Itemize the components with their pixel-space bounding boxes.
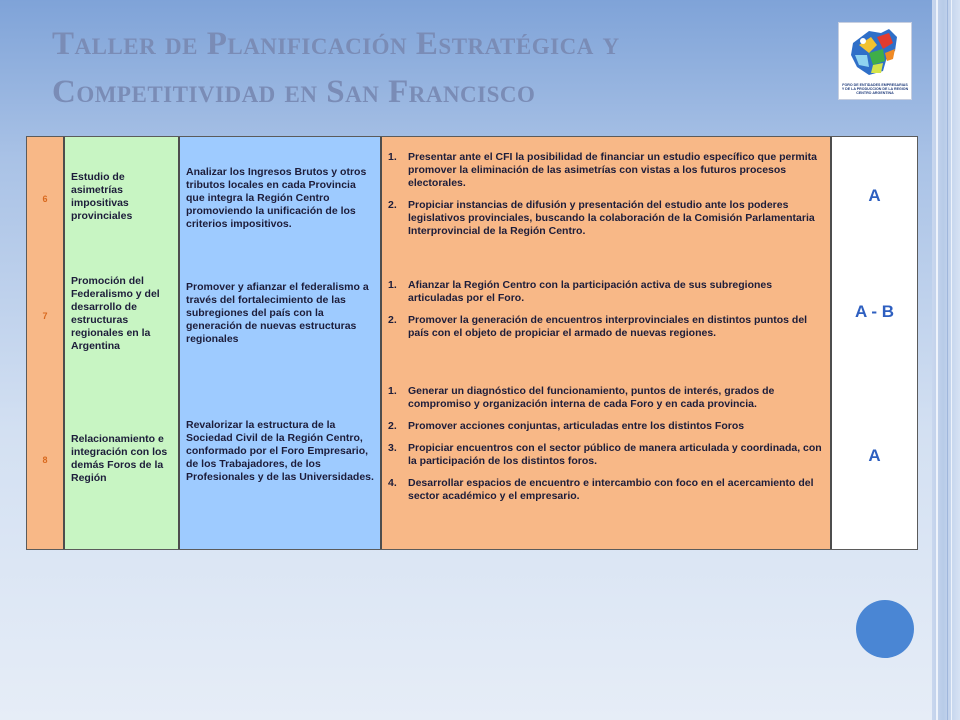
- action-text: Afianzar la Región Centro con la participación activa de sus subregiones articuladas por el Foro.: [408, 279, 773, 304]
- action-text: Promover acciones conjuntas, articuladas entre los distintos Foros: [408, 420, 745, 432]
- action-number: 2.: [388, 420, 397, 432]
- action-number: 1.: [388, 385, 397, 397]
- foro-logo: [838, 22, 912, 100]
- action-number: 4.: [388, 477, 397, 489]
- action-item: [388, 477, 822, 503]
- slide-title-line-2: Competitividad en San Francisco: [52, 74, 536, 110]
- topic-cell: [65, 137, 180, 261]
- action-text: Presentar ante el CFI la posibilidad de financiar un estudio específico que permita promover la eliminación de las asimetrías con vistas a los futuros procesos electorales.: [408, 151, 818, 189]
- objective-text: Analizar los Ingresos Brutos y otros tributos locales en cada Provincia que integra la Región Centro promoviendo la unificación de los criterios impositivos.: [186, 166, 367, 230]
- action-number: 1.: [388, 279, 397, 291]
- action-text: Generar un diagnóstico del funcionamiento, puntos de interés, grados de compromiso y organización interna de cada Foro y en cada provincia.: [408, 385, 775, 410]
- table-row: [27, 261, 917, 373]
- objective-cell: [180, 261, 382, 371]
- strategy-table: [26, 136, 918, 550]
- objective-cell: [180, 371, 382, 549]
- action-number: 2.: [388, 199, 397, 211]
- actions-cell: [382, 261, 832, 371]
- table-row: [27, 371, 917, 549]
- actions-cell: [382, 371, 832, 549]
- slide-title: [52, 20, 812, 116]
- action-number: 2.: [388, 314, 397, 326]
- slide-border-line: [947, 0, 948, 720]
- objective-text: Promover y afianzar el federalismo a través del fortalecimiento de las subregiones del país con la generación de nuevas estructuras regionales: [186, 281, 369, 345]
- row-number-cell: 7: [27, 261, 65, 371]
- action-text: Promover la generación de encuentros interprovinciales en distintos puntos del país con el objeto de propiciar el armado de nuevas regiones.: [408, 314, 808, 339]
- slide-border-line: [951, 0, 952, 720]
- objective-text: Revalorizar la estructura de la Sociedad Civil de la Región Centro, conformado por el Foro Empresario, de los Trabajadores, de los Profesionales y de las Universidades.: [186, 419, 374, 483]
- priority-cell: A: [832, 137, 917, 261]
- priority-cell: A - B: [832, 261, 917, 371]
- topic-text: Relacionamiento e integración con los demás Foros de la Región: [71, 433, 168, 484]
- topic-cell: [65, 261, 180, 371]
- action-text: Propiciar instancias de difusión y presentación del estudio ante los poderes legislativos provinciales, buscando la colaboración de la Comisión Parlamentaria Interprovincial de la Región Centro.: [408, 199, 815, 237]
- action-item: [388, 420, 822, 433]
- topic-text: Estudio de asimetrías impositivas provinciales: [71, 171, 133, 222]
- topic-text: Promoción del Federalismo y del desarrollo de estructuras regionales en la Argentina: [71, 275, 160, 352]
- action-item: [388, 151, 822, 190]
- actions-list: [388, 279, 822, 340]
- row-number-cell: 8: [27, 371, 65, 549]
- logo-caption: FORO DE ENTIDADES EMPRESARIAS Y DE LA PRODUCCION DE LA REGION CENTRO ARGENTINA: [841, 83, 909, 96]
- actions-cell: [382, 137, 832, 261]
- table-row: [27, 137, 917, 263]
- action-number: 1.: [388, 151, 397, 163]
- decorative-circle: [856, 600, 914, 658]
- objective-cell: [180, 137, 382, 261]
- action-item: [388, 279, 822, 305]
- slide-title-line-1: Taller de Planificación Estratégica y: [52, 26, 620, 62]
- slide-border-line: [936, 0, 938, 720]
- action-text: Desarrollar espacios de encuentro e intercambio con foco en el acercamiento del sector académico y el empresario.: [408, 477, 814, 502]
- action-item: [388, 442, 822, 468]
- action-item: [388, 385, 822, 411]
- topic-cell: [65, 371, 180, 549]
- actions-list: [388, 151, 822, 238]
- action-number: 3.: [388, 442, 397, 454]
- action-item: [388, 314, 822, 340]
- actions-list: [388, 385, 822, 503]
- action-item: [388, 199, 822, 238]
- region-map-logo-icon: [839, 23, 911, 81]
- action-text: Propiciar encuentros con el sector público de manera articulada y coordinada, con la participación de los distintos foros.: [408, 442, 822, 467]
- row-number-cell: 6: [27, 137, 65, 261]
- priority-cell: A: [832, 371, 917, 549]
